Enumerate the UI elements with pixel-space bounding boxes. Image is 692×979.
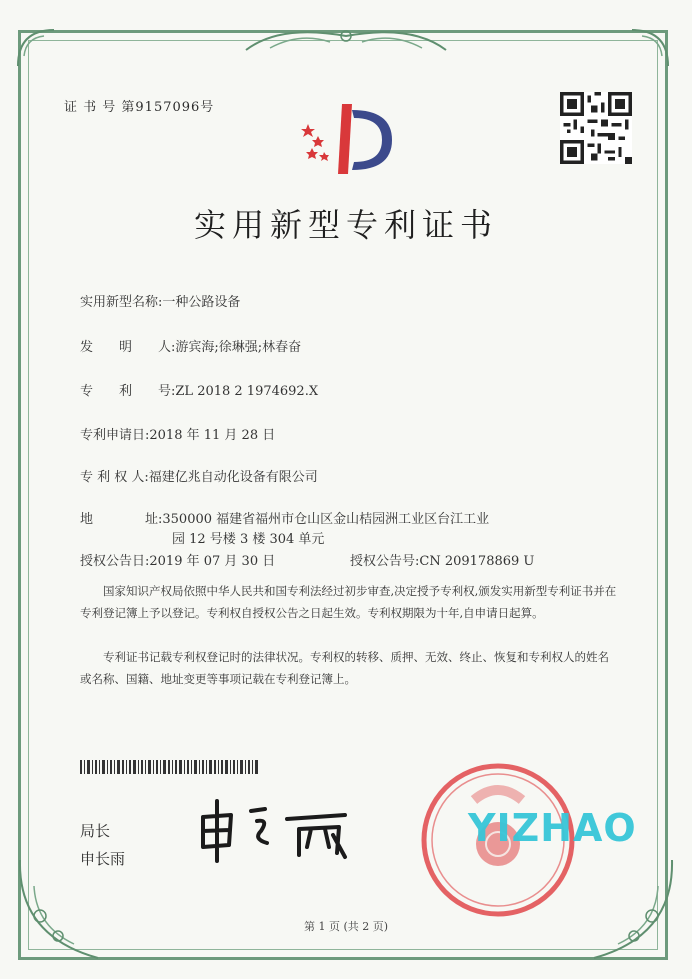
field-value: 园 12 号楼 3 楼 304 单元 [172,532,325,547]
field-label: 专 利 号: [80,384,176,399]
field-label: 专 利 权 人: [80,470,149,485]
field-label: 地 址: [80,512,163,527]
corner-ornament-bottom-left-icon [14,856,104,964]
barcode-icon [80,760,260,774]
field-label: 授权公告号: [350,554,420,569]
top-ornament-icon [240,22,452,56]
field-value: 350000 福建省福州市仓山区金山桔园洲工业区台江工业 [162,512,490,527]
application-date-row [80,424,275,443]
address-row-continued [172,528,324,547]
patent-office-logo-icon [294,96,402,176]
corner-ornament-top-left-icon [14,26,58,70]
qr-code-icon [560,92,632,164]
address-row [80,508,489,527]
watermark-text: YIZHAO [468,806,637,850]
utility-model-name-row [80,291,240,310]
grant-statement-paragraph: 国家知识产权局依照中华人民共和国专利法经过初步审查,决定授予专利权,颁发实用新型专利证书并在专利登记簿上予以登记。专利权自授权公告之日起生效。专利权期限为十年,自申请日起算。 [80,584,617,620]
field-label: 专利申请日: [80,428,150,443]
inventors-row [80,336,301,355]
field-value: CN 209178869 U [419,554,535,569]
field-value: ZL 2018 2 1974692.X [175,384,319,399]
handwritten-signature-icon [195,795,365,865]
page-title: 实用新型专利证书 [193,206,498,244]
field-value: 福建亿兆自动化设备有限公司 [148,470,318,485]
field-value: 2019 年 07 月 30 日 [149,554,276,569]
field-label: 实用新型名称: [80,295,163,310]
page-number: 第 1 页 (共 2 页) [303,920,389,933]
corner-ornament-top-right-icon [628,26,672,70]
field-label: 授权公告日: [80,554,150,569]
patentee-row [80,466,318,485]
field-value: 2018 年 11 月 28 日 [149,428,276,443]
field-label: 发 明 人: [80,340,176,355]
patent-number-row [80,380,318,399]
legal-status-paragraph: 专利证书记载专利权登记时的法律状况。专利权的转移、质押、无效、终止、恢复和专利权人的姓名或名称、国籍、地址变更等事项记载在专利登记簿上。 [80,650,609,686]
corner-ornament-bottom-right-icon [588,856,678,964]
grant-date-row [80,550,275,569]
signatory-title: 局长 [80,822,111,840]
certificate-number: 证 书 号 第9157096号 [64,100,215,115]
field-value: 游宾海;徐琳强;林春奋 [175,340,302,355]
grant-number-row [350,550,534,569]
field-value: 一种公路设备 [162,295,241,310]
signatory-name: 申长雨 [80,850,126,868]
